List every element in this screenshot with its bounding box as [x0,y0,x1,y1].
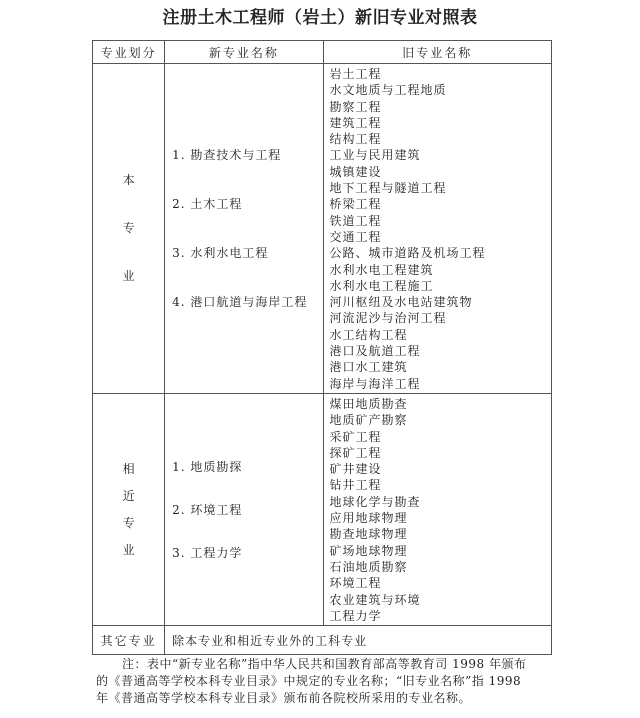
old-major-item: 岩土工程 [329,67,382,81]
other-majors-text: 除本专业和相近专业外的工科专业 [165,626,552,655]
old-major-item: 河川枢纽及水电站建筑物 [329,295,473,310]
category-char: 本 [122,173,135,188]
old-majors-cell-main [323,64,552,394]
old-major-item: 地质矿产勘察 [329,413,408,428]
old-major-item: 交通工程 [329,229,382,244]
other-majors-row [93,626,552,655]
old-major-item: 工程力学 [329,608,382,623]
footnote-line: 注：表中“新专业名称”指中华人民共和国教育部高等教育司 1998 年颁布 [122,657,527,671]
new-major-item: 1. 勘查技术与工程 [172,148,282,163]
header-category: 专业划分 [93,41,165,64]
footnote-line: 的《普通高等学校本科专业目录》中规定的专业名称；“旧专业名称”指 1998 [96,674,522,688]
category-char: 业 [122,269,135,284]
footnote [96,656,552,707]
category-char: 专 [122,516,135,531]
old-major-item: 勘察工程 [329,99,382,114]
old-major-item: 环境工程 [329,576,382,591]
old-major-item: 河流泥沙与治河工程 [329,311,447,326]
category-char: 相 [122,462,135,477]
new-major-item: 3. 工程力学 [172,546,243,561]
section-row-related [93,393,552,625]
new-major-item: 4. 港口航道与海岸工程 [172,295,308,310]
category-char: 业 [122,543,135,558]
new-major-item: 1. 地质勘探 [172,460,243,475]
old-major-item: 公路、城市道路及机场工程 [329,246,486,261]
table-header-row [93,41,552,64]
old-major-item: 探矿工程 [329,445,382,460]
header-old-major: 旧专业名称 [323,41,552,64]
new-major-item: 2. 土木工程 [172,197,243,212]
new-major-item: 3. 水利水电工程 [172,246,269,261]
document-title: 注册土木工程师（岩土）新旧专业对照表 [162,8,478,28]
old-major-item: 地下工程与隧道工程 [329,181,447,196]
old-majors-cell-related [323,393,552,625]
old-major-item: 港口水工建筑 [329,360,408,375]
header-new-major: 新专业名称 [165,41,323,64]
old-major-item: 工业与民用建筑 [329,148,421,163]
old-major-item: 港口及航道工程 [329,344,421,359]
old-major-item: 矿场地球物理 [329,543,408,558]
old-major-item: 煤田地质勘查 [329,396,408,411]
category-char: 专 [122,221,135,236]
old-major-item: 桥梁工程 [329,197,382,212]
old-major-item: 铁道工程 [329,213,382,228]
new-majors-cell-related [165,393,323,625]
new-major-item: 2. 环境工程 [172,503,243,518]
old-major-item: 农业建筑与环境 [329,592,421,607]
old-major-item: 采矿工程 [329,429,382,444]
old-major-item: 水工结构工程 [329,327,408,342]
old-major-item: 地球化学与勘查 [329,494,421,509]
new-majors-cell-main [165,64,323,394]
other-category-label: 其它专业 [93,626,165,655]
old-major-item: 水文地质与工程地质 [329,83,447,98]
old-major-item: 钻井工程 [329,478,382,493]
old-major-item: 矿井建设 [329,462,382,477]
section-row-main [93,64,552,394]
old-major-item: 石油地质勘察 [329,559,408,574]
major-comparison-table [92,40,552,655]
old-major-item: 水利水电工程施工 [329,278,434,293]
old-major-item: 城镇建设 [329,164,382,179]
category-cell-related [93,393,165,625]
old-major-item: 勘查地球物理 [329,527,408,542]
old-major-item: 海岸与海洋工程 [329,376,421,391]
old-major-item: 结构工程 [329,132,382,147]
footnote-line: 年《普通高等学校本科专业目录》颁布前各院校所采用的专业名称。 [96,691,472,705]
old-major-item: 建筑工程 [329,115,382,130]
category-cell-main [93,64,165,394]
category-char: 近 [122,489,135,504]
old-major-item: 水利水电工程建筑 [329,262,434,277]
old-major-item: 应用地球物理 [329,511,408,526]
